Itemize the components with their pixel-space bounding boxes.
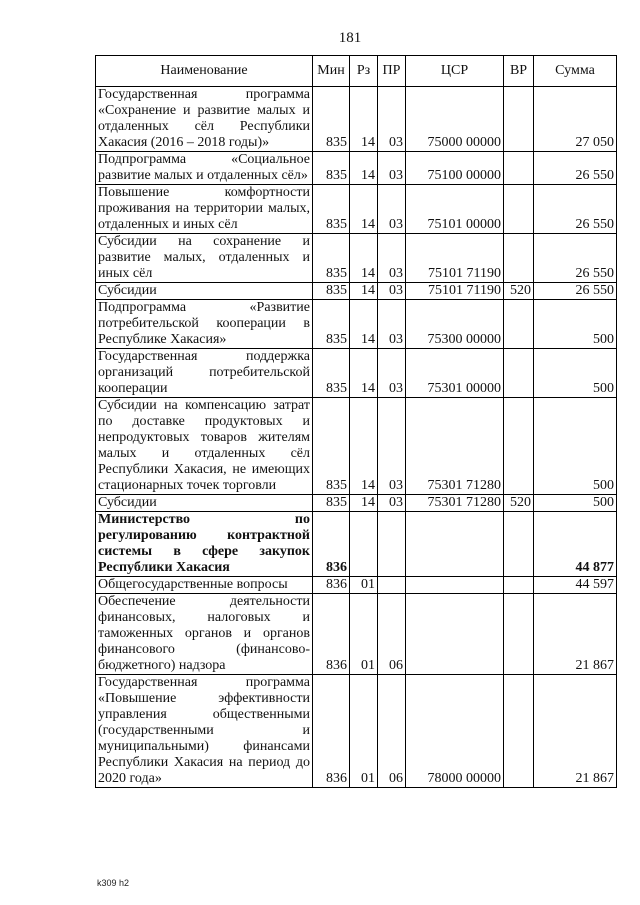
header-rz: Рз — [350, 56, 378, 87]
cell-name: Государственная программа «Сохранение и развитие малых и отдаленных сёл Республики Хакасия (2016 – 2018 годы)» — [96, 87, 313, 152]
header-vr: ВР — [504, 56, 534, 87]
cell-pr: 06 — [378, 675, 406, 788]
cell-pr: 06 — [378, 594, 406, 675]
cell-csr: 75000 00000 — [406, 87, 504, 152]
cell-pr: 03 — [378, 152, 406, 185]
header-min: Мин — [313, 56, 350, 87]
table-header-row — [96, 56, 617, 87]
cell-min: 836 — [313, 577, 350, 594]
table-row — [96, 300, 617, 349]
cell-csr — [406, 577, 504, 594]
cell-rz: 14 — [350, 398, 378, 495]
cell-sum: 26 550 — [534, 185, 617, 234]
cell-rz: 01 — [350, 577, 378, 594]
cell-pr: 03 — [378, 300, 406, 349]
cell-name: Государственная программа «Повышение эффективности управления общественными (государственными и муниципальными) финансами Республики Хакасия на период до 2020 года» — [96, 675, 313, 788]
table-row — [96, 152, 617, 185]
cell-rz: 14 — [350, 349, 378, 398]
cell-min: 835 — [313, 495, 350, 512]
table-row — [96, 577, 617, 594]
cell-min: 835 — [313, 283, 350, 300]
cell-csr: 75301 71280 — [406, 495, 504, 512]
cell-vr — [504, 675, 534, 788]
cell-sum: 21 867 — [534, 675, 617, 788]
cell-min: 836 — [313, 512, 350, 577]
cell-sum: 26 550 — [534, 152, 617, 185]
cell-name: Подпрограмма «Развитие потребительской кооперации в Республике Хакасия» — [96, 300, 313, 349]
cell-csr: 75301 71280 — [406, 398, 504, 495]
cell-name: Субсидии на сохранение и развитие малых, отдаленных и иных сёл — [96, 234, 313, 283]
cell-vr — [504, 512, 534, 577]
cell-pr — [378, 512, 406, 577]
cell-vr — [504, 300, 534, 349]
cell-name: Подпрограмма «Социальное развитие малых и отдаленных сёл» — [96, 152, 313, 185]
cell-vr — [504, 349, 534, 398]
cell-name: Государственная поддержка организаций потребительской кооперации — [96, 349, 313, 398]
cell-min: 835 — [313, 152, 350, 185]
footer-code: k309 h2 — [97, 878, 130, 888]
cell-vr — [504, 594, 534, 675]
cell-rz: 14 — [350, 495, 378, 512]
cell-min: 836 — [313, 675, 350, 788]
cell-sum: 500 — [534, 398, 617, 495]
cell-rz: 14 — [350, 152, 378, 185]
cell-pr: 03 — [378, 349, 406, 398]
cell-sum: 26 550 — [534, 283, 617, 300]
cell-rz: 14 — [350, 283, 378, 300]
cell-name: Субсидии на компенсацию затрат по доставке продуктовых и непродуктовых товаров жителям малых и отдаленных сёл Республики Хакасия, не имеющих стационарных точек торговли — [96, 398, 313, 495]
cell-rz: 14 — [350, 234, 378, 283]
cell-pr — [378, 577, 406, 594]
cell-min: 835 — [313, 398, 350, 495]
table-row — [96, 512, 617, 577]
cell-vr: 520 — [504, 495, 534, 512]
cell-min: 835 — [313, 300, 350, 349]
cell-name: Субсидии — [96, 495, 313, 512]
cell-pr: 03 — [378, 398, 406, 495]
cell-min: 835 — [313, 234, 350, 283]
cell-sum: 44 597 — [534, 577, 617, 594]
cell-csr: 75100 00000 — [406, 152, 504, 185]
cell-vr — [504, 577, 534, 594]
table-row — [96, 234, 617, 283]
cell-vr — [504, 87, 534, 152]
header-sum: Сумма — [534, 56, 617, 87]
cell-vr — [504, 398, 534, 495]
table-row — [96, 398, 617, 495]
cell-sum: 26 550 — [534, 234, 617, 283]
table-row — [96, 87, 617, 152]
table-row — [96, 495, 617, 512]
cell-rz: 14 — [350, 87, 378, 152]
page-number: 181 — [338, 30, 362, 46]
cell-pr: 03 — [378, 283, 406, 300]
cell-vr — [504, 152, 534, 185]
cell-csr: 75101 00000 — [406, 185, 504, 234]
cell-rz: 01 — [350, 594, 378, 675]
cell-min: 835 — [313, 349, 350, 398]
cell-name: Повышение комфортности проживания на территории малых, отдаленных и иных сёл — [96, 185, 313, 234]
cell-csr: 75300 00000 — [406, 300, 504, 349]
cell-pr: 03 — [378, 234, 406, 283]
cell-pr: 03 — [378, 87, 406, 152]
cell-min: 836 — [313, 594, 350, 675]
header-pr: ПР — [378, 56, 406, 87]
cell-sum: 500 — [534, 495, 617, 512]
cell-csr: 78000 00000 — [406, 675, 504, 788]
cell-sum: 500 — [534, 300, 617, 349]
cell-name: Субсидии — [96, 283, 313, 300]
cell-vr: 520 — [504, 283, 534, 300]
header-name: Наименование — [96, 56, 313, 87]
cell-vr — [504, 185, 534, 234]
table-row — [96, 594, 617, 675]
cell-csr: 75301 00000 — [406, 349, 504, 398]
cell-csr — [406, 512, 504, 577]
cell-sum: 27 050 — [534, 87, 617, 152]
cell-rz: 14 — [350, 300, 378, 349]
cell-rz: 14 — [350, 185, 378, 234]
cell-sum: 44 877 — [534, 512, 617, 577]
cell-pr: 03 — [378, 495, 406, 512]
table-row — [96, 185, 617, 234]
cell-csr: 75101 71190 — [406, 234, 504, 283]
cell-csr: 75101 71190 — [406, 283, 504, 300]
budget-table — [95, 55, 617, 788]
cell-rz: 01 — [350, 675, 378, 788]
header-csr: ЦСР — [406, 56, 504, 87]
cell-name: Министерство по регулированию контрактной системы в сфере закупок Республики Хакасия — [96, 512, 313, 577]
cell-sum: 21 867 — [534, 594, 617, 675]
table-row — [96, 283, 617, 300]
cell-csr — [406, 594, 504, 675]
table-row — [96, 349, 617, 398]
cell-name: Обеспечение деятельности финансовых, налоговых и таможенных органов и органов финансового (финансово-бюджетного) надзора — [96, 594, 313, 675]
cell-min: 835 — [313, 87, 350, 152]
cell-sum: 500 — [534, 349, 617, 398]
cell-min: 835 — [313, 185, 350, 234]
cell-name: Общегосударственные вопросы — [96, 577, 313, 594]
cell-rz — [350, 512, 378, 577]
table-row — [96, 675, 617, 788]
cell-pr: 03 — [378, 185, 406, 234]
cell-vr — [504, 234, 534, 283]
